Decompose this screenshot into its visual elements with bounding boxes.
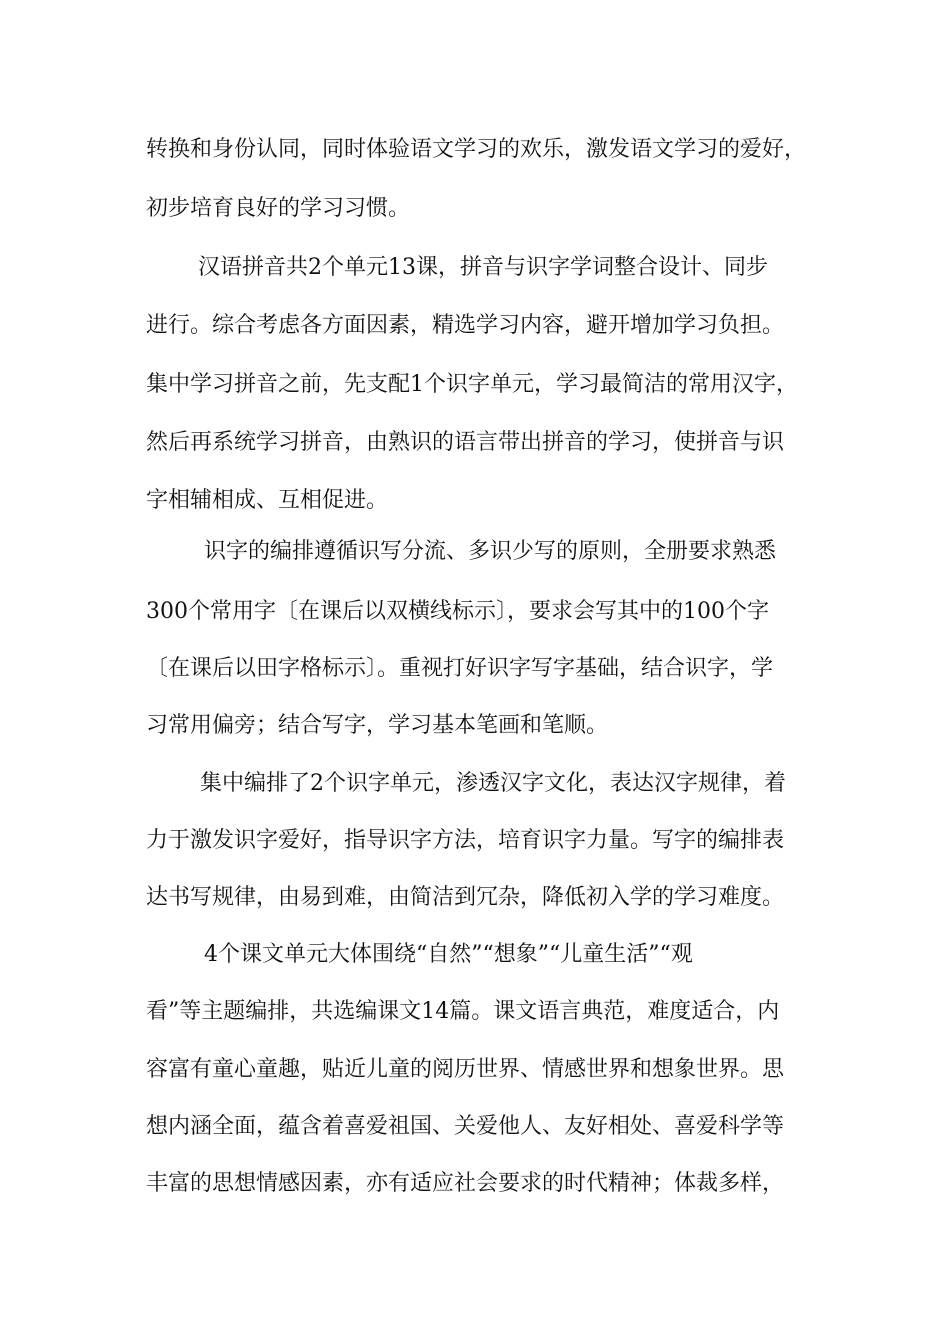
text-line: 300个常用字〔在课后以双横线标示〕，要求会写其中的100个字 — [146, 599, 769, 624]
text-line: 汉语拼音共2个单元13课，拼音与识字学词整合设计、同步 — [198, 255, 768, 280]
text-line: 初步培育良好的学习习惯。 — [146, 196, 411, 221]
text-line: 丰富的思想情感因素，亦有适应社会要求的时代精神；体裁多样， — [146, 1171, 785, 1196]
text-line: 4个课文单元大体围绕“自然”“想象”“儿童生活”“观 — [204, 942, 693, 967]
text-line: 集中学习拼音之前，先支配1个识字单元，学习最简洁的常用汉字， — [146, 372, 798, 397]
text-line: 〔在课后以田字格标示〕。重视打好识字写字基础，结合识字，学 — [146, 656, 774, 681]
text-line: 习常用偏旁；结合写字，学习基本笔画和笔顺。 — [146, 713, 609, 738]
text-line: 集中编排了2个识字单元，渗透汉字文化，表达汉字规律，着 — [200, 771, 786, 796]
text-line: 达书写规律，由易到难，由简洁到冗杂，降低初入学的学习难度。 — [146, 885, 785, 910]
text-line: 字相辅相成、互相促进。 — [146, 488, 389, 513]
text-line: 看”等主题编排，共选编课文14篇。课文语言典范，难度适合，内 — [146, 999, 780, 1024]
text-line: 识字的编排遵循识写分流、多识少写的原则，全册要求熟悉 — [204, 539, 777, 564]
text-line: 力于激发识字爱好，指导识字方法，培育识字力量。写字的编排表 — [146, 828, 785, 853]
text-line: 然后再系统学习拼音，由熟识的语言带出拼音的学习，使拼音与识 — [146, 430, 785, 455]
text-line: 容富有童心童趣，贴近儿童的阅历世界、情感世界和想象世界。思 — [146, 1057, 785, 1082]
text-line: 转换和身份认同，同时体验语文学习的欢乐，激发语文学习的爱好， — [146, 137, 807, 162]
text-line: 进行。综合考虑各方面因素，精选学习内容，避开增加学习负担。 — [146, 313, 785, 338]
text-line: 想内涵全面，蕴含着喜爱祖国、关爱他人、友好相处、喜爱科学等 — [146, 1114, 785, 1139]
